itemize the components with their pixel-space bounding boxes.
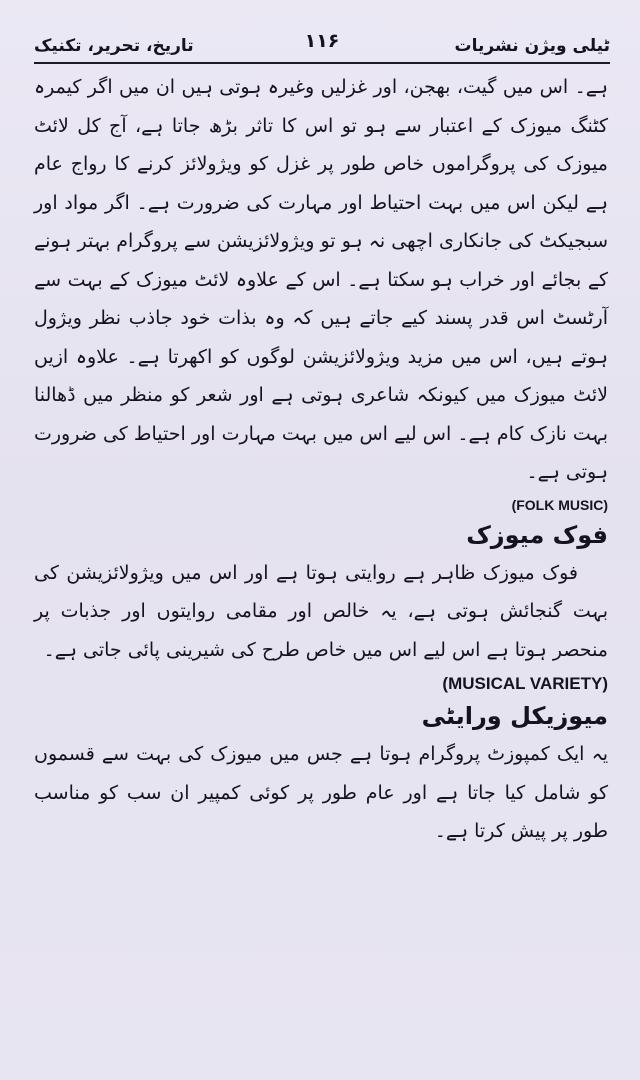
header-book-title: ٹیلی ویژن نشریات [454,36,610,56]
page-body [34,68,608,851]
musical-variety-english-title: (MUSICAL VARIETY) [442,674,608,693]
folk-music-heading: فوک میوزک [466,520,608,549]
light-music-paragraph: ہے۔ اس میں گیت، بھجن، اور غزلیں وغیرہ ہوتی ہیں ان میں اگر کیمرہ کٹنگ میوزک کے اعتبار سے ہو تو اس کا تاثر بڑھ جاتا ہے، آج کل لائٹ میوزک کی پروگراموں خاص طور پر غزل کو ویژولائز کرنے کا رواج عام ہے لیکن اس میں بہت احتیاط اور مہارت کی ضرورت ہے۔ اگر مواد اور سبجیکٹ کی جانکاری اچھی نہ ہو تو ویژولائزیشن سے پروگرام بہتر ہونے کے بجائے اور خراب ہو سکتا ہے۔ اس کے علاوہ لائٹ میوزک کے بہت سے آرٹسٹ اس قدر پسند کیے جاتے ہیں کہ وہ بذات خود جاذب نظر ویژول ہوتے ہیں، اس میں مزید ویژولائزیشن لوگوں کو اکھرتا ہے۔ علاوہ ازیں لائٹ میوزک میں کیونکہ شاعری ہوتی ہے اور شعر کو منظر میں ڈھالنا بہت نازک کام ہے۔ اس لیے اس میں بہت مہارت اور احتیاط کی ضرورت ہوتی ہے۔ [34,76,608,483]
page-number: ۱۱۶ [304,30,340,52]
musical-variety-heading: میوزیکل ورایٹی [421,702,608,730]
header-book-subtitle: تاریخ، تحریر، تکنیک [34,36,194,56]
page-header [34,30,610,64]
folk-music-english-title: (FOLK MUSIC) [511,496,608,513]
header-rule [34,62,610,64]
musical-variety-paragraph: یہ ایک کمپوزٹ پروگرام ہوتا ہے جس میں میوزک کی بہت سے قسموں کو شامل کیا جاتا ہے اور عام طور پر کوئی کمپیر ان سب کو مناسب طور پر پیش کرتا ہے۔ [34,743,608,842]
folk-music-paragraph: فوک میوزک ظاہر ہے روایتی ہوتا ہے اور اس میں ویژولائزیشن کی بہت گنجائش ہوتی ہے، یہ خالص اور مقامی روایتوں اور جذبات پر منحصر ہوتا ہے اس لیے اس میں خاص طرح کی شیرینی پائی جاتی ہے۔ [34,561,608,661]
